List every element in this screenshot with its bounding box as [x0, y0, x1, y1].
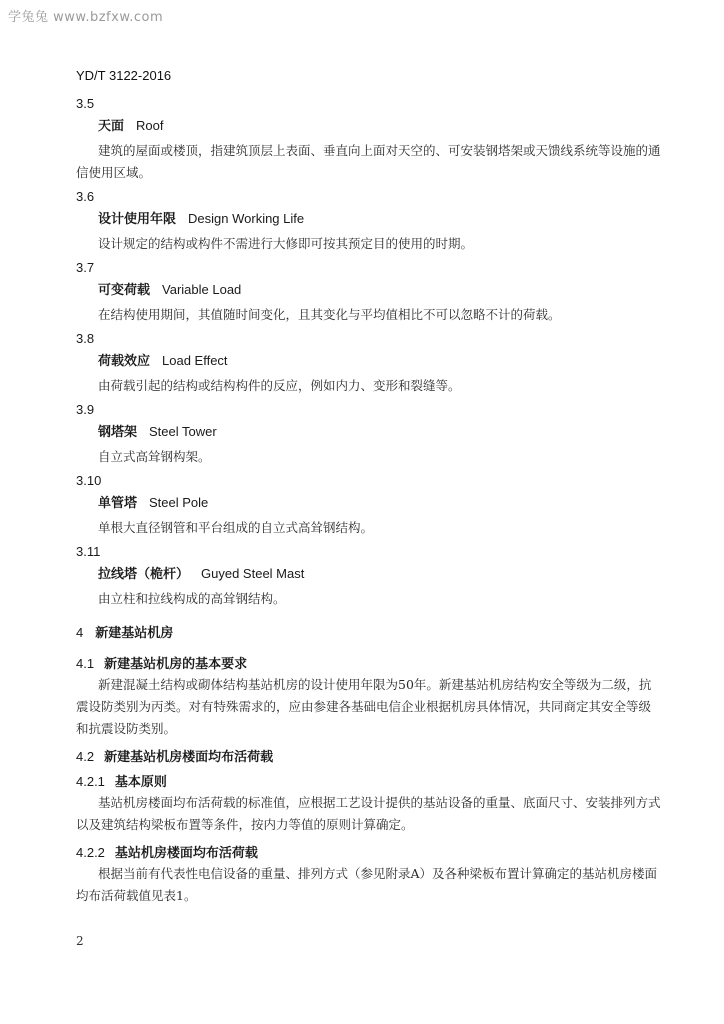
document-code: YD/T 3122-2016	[76, 68, 172, 83]
section-4-2-2-heading	[76, 842, 661, 861]
term-number: 3.5	[76, 96, 95, 111]
watermark: 学兔兔 www.bzfxw.com	[8, 10, 164, 25]
term-heading	[98, 352, 661, 371]
term-heading	[98, 281, 661, 300]
term-definition: 建筑的屋面或楼顶，指建筑顶层上表面、垂直向上面对天空的、可安装钢塔架或天馈线系统等设施的通信使用区域。	[76, 143, 661, 180]
section-number: 4.2.1	[76, 774, 105, 789]
section-number: 4.1	[76, 656, 95, 671]
term-number: 3.6	[76, 189, 95, 204]
term-number: 3.8	[76, 331, 95, 346]
page-number: 2	[76, 934, 84, 948]
term-entry	[76, 259, 661, 326]
section-4-heading	[76, 622, 661, 641]
section-4-2-2-text: 根据当前有代表性电信设备的重量、排列方式（参见附录A）及各种梁板布置计算确定的基站机房楼面均布活荷载值见表1。	[76, 866, 658, 903]
term-heading	[98, 423, 661, 442]
term-definition: 设计规定的结构或构件不需进行大修即可按其预定目的使用的时期。	[98, 236, 474, 251]
term-chinese: 荷载效应	[98, 354, 151, 369]
term-entry	[76, 472, 661, 539]
section-title: 新建基站机房的基本要求	[104, 657, 248, 672]
term-number: 3.10	[76, 473, 102, 488]
term-entry	[76, 95, 661, 184]
term-english: Steel Tower	[149, 424, 217, 439]
term-chinese: 可变荷载	[98, 283, 151, 298]
term-english: Steel Pole	[149, 495, 209, 510]
term-entry	[76, 188, 661, 255]
term-entry	[76, 401, 661, 468]
term-chinese: 钢塔架	[98, 425, 138, 440]
term-chinese: 单管塔	[98, 496, 138, 511]
section-title: 新建基站机房楼面均布活荷载	[104, 750, 274, 765]
term-heading	[98, 494, 661, 513]
term-number: 3.7	[76, 260, 95, 275]
section-title: 基本原则	[114, 775, 167, 790]
term-entry	[76, 330, 661, 397]
document-page	[76, 68, 661, 909]
term-heading	[98, 565, 661, 584]
term-definition: 单根大直径钢管和平台组成的自立式高耸钢结构。	[98, 520, 374, 535]
term-number: 3.9	[76, 402, 95, 417]
term-definition: 自立式高耸钢构架。	[98, 449, 211, 464]
term-chinese: 天面	[98, 119, 125, 134]
term-definition: 由荷载引起的结构或结构构件的反应，例如内力、变形和裂缝等。	[98, 378, 461, 393]
term-definition: 由立柱和拉线构成的高耸钢结构。	[98, 591, 286, 606]
term-chinese: 设计使用年限	[98, 212, 177, 227]
section-title: 基站机房楼面均布活荷载	[114, 846, 258, 861]
term-chinese: 拉线塔（桅杆）	[98, 567, 190, 582]
term-entry	[76, 543, 661, 610]
term-english: Guyed Steel Mast	[201, 566, 305, 581]
term-english: Design Working Life	[188, 211, 305, 226]
terms-list	[76, 95, 661, 610]
section-4-2-heading	[76, 746, 661, 765]
section-number: 4.2	[76, 749, 95, 764]
term-english: Load Effect	[162, 353, 228, 368]
section-number: 4.2.2	[76, 845, 105, 860]
term-english: Roof	[136, 118, 164, 133]
section-4-2-1-heading	[76, 771, 661, 790]
term-definition: 在结构使用期间，其值随时间变化，且其变化与平均值相比不可以忽略不计的荷载。	[98, 307, 561, 322]
term-number: 3.11	[76, 544, 101, 559]
section-number: 4	[76, 625, 84, 640]
section-4-1-text: 新建混凝土结构或砌体结构基站机房的设计使用年限为50年。新建基站机房结构安全等级为二级，抗震设防类别为丙类。对有特殊需求的，应由参建各基础电信企业根据机房具体情况，共同商定其安全等级和抗震设防类别。	[76, 677, 652, 736]
section-4-1-heading	[76, 653, 661, 672]
term-heading	[98, 210, 661, 229]
section-title: 新建基站机房	[95, 626, 174, 641]
section-4-2-1-text: 基站机房楼面均布活荷载的标准值，应根据工艺设计提供的基站设备的重量、底面尺寸、安装排列方式以及建筑结构梁板布置等条件，按内力等值的原则计算确定。	[76, 795, 661, 832]
term-heading	[98, 117, 661, 136]
term-english: Variable Load	[162, 282, 242, 297]
